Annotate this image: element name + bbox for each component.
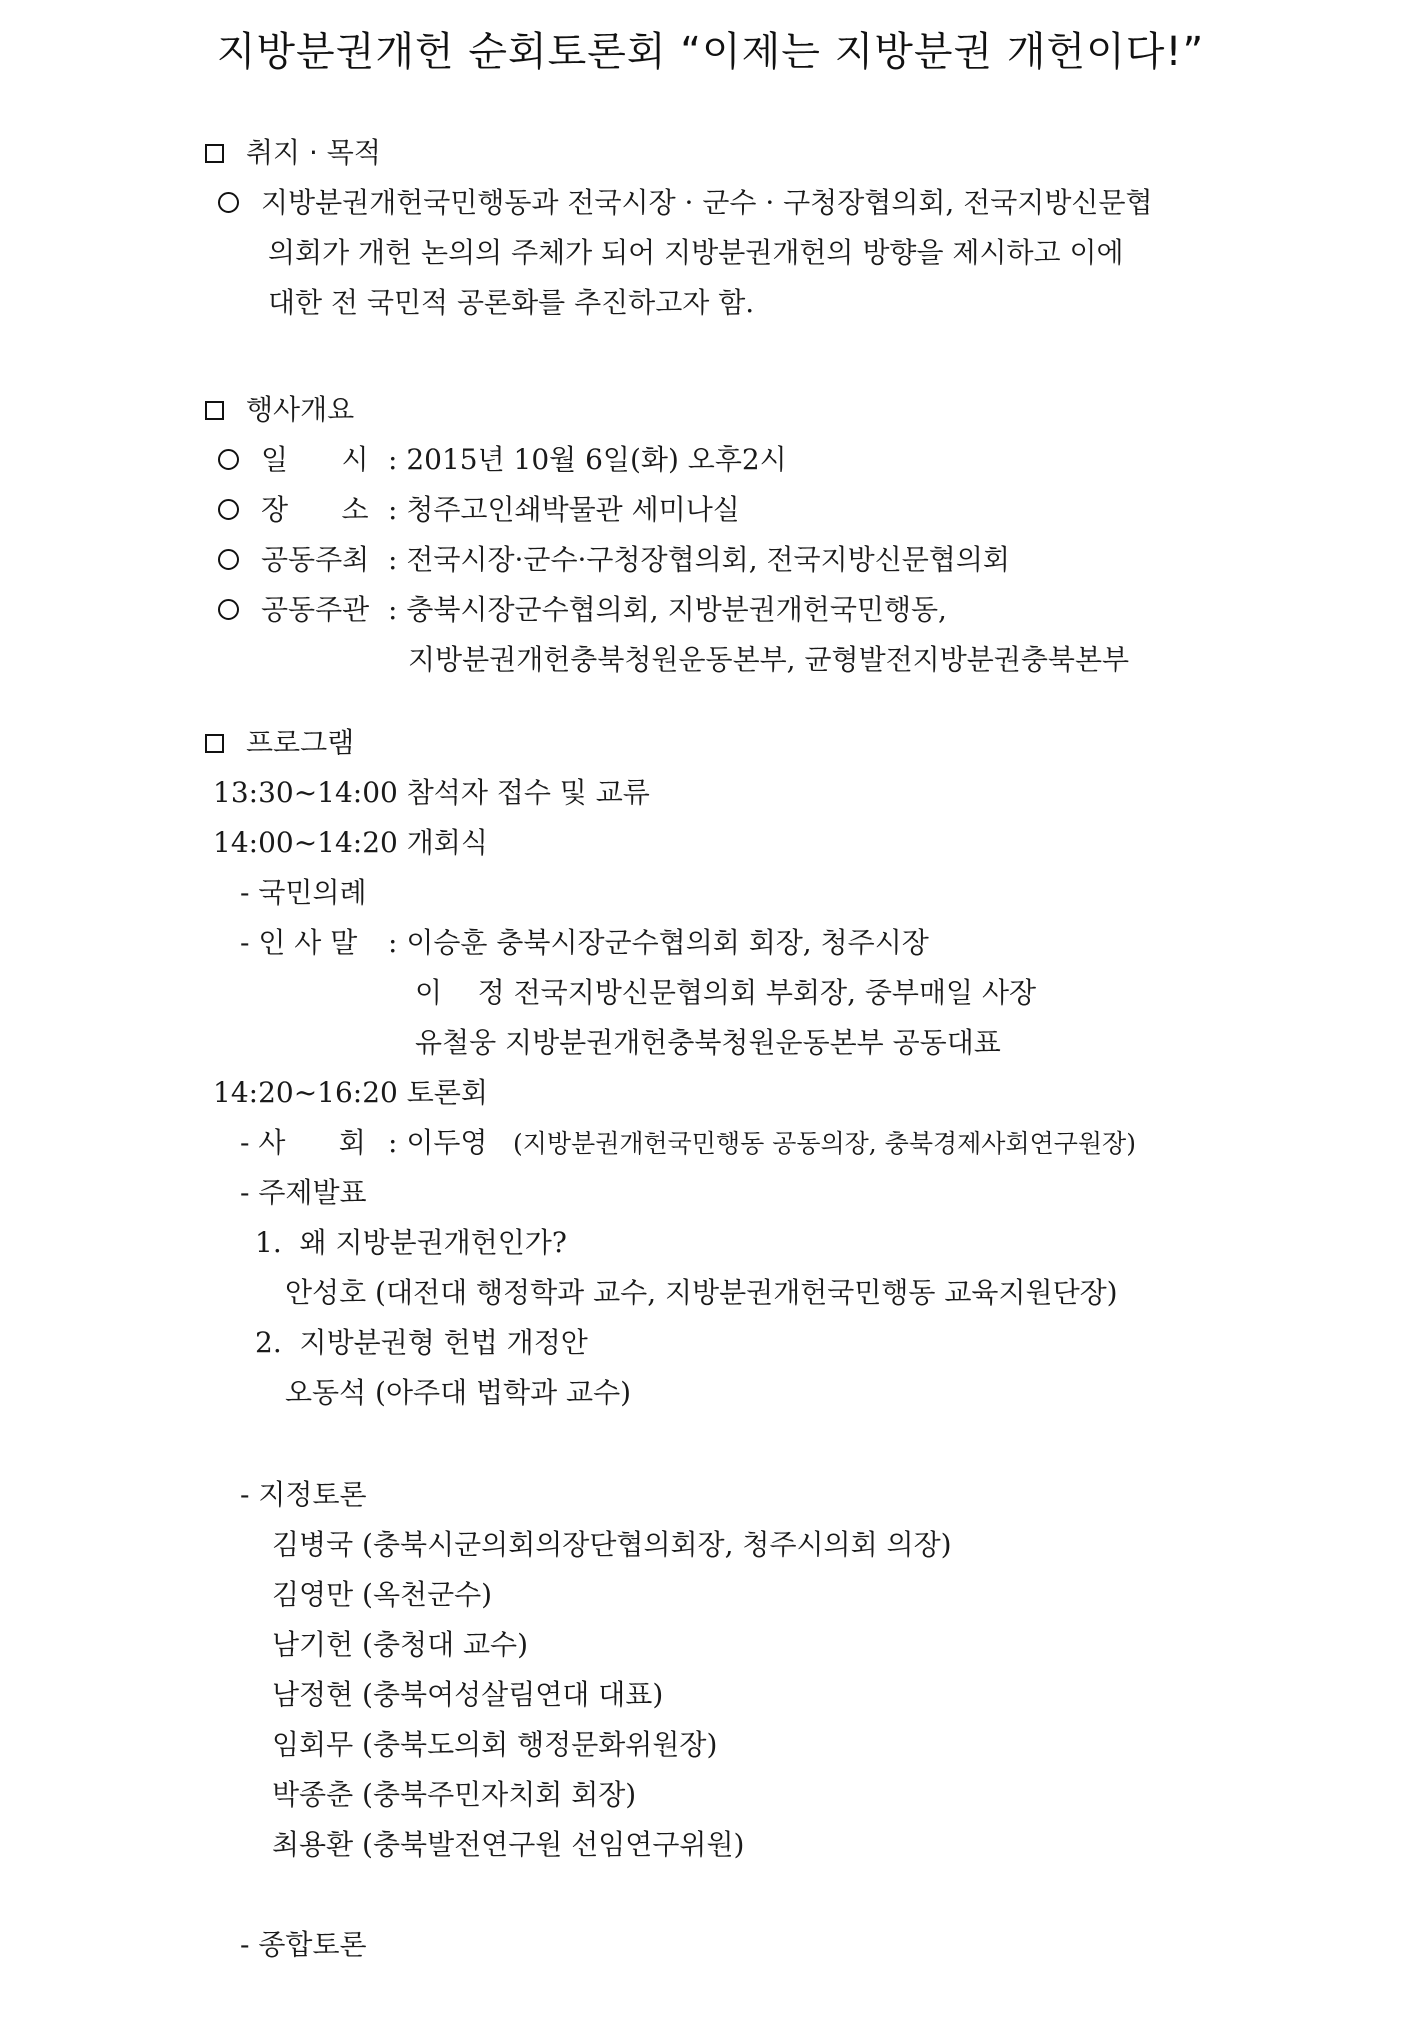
ceremony-item-anthem: - 국민의례 bbox=[240, 876, 367, 909]
square-bullet-icon bbox=[205, 734, 224, 753]
circle-bullet-icon bbox=[218, 192, 239, 213]
ceremony-greeting-2: 이 정 전국지방신문협의회 부회장, 중부매일 사장 bbox=[415, 976, 1037, 1009]
section-heading-overview bbox=[205, 393, 354, 427]
program-session-1: 13:30~14:00 참석자 접수 및 교류 bbox=[213, 776, 650, 809]
ceremony-greeting-1: : 이승훈 충북시장군수협의회 회장, 청주시장 bbox=[388, 926, 929, 959]
document-title: 지방분권개헌 순회토론회 “이제는 지방분권 개헌이다!” bbox=[216, 29, 1205, 75]
ceremony-greeting-label: - 인 사 말 bbox=[240, 926, 358, 959]
ceremony-greeting-3: 유철웅 지방분권개헌충북청원운동본부 공동대표 bbox=[415, 1026, 1001, 1059]
panelist-3: 남기헌 (충청대 교수) bbox=[272, 1628, 529, 1661]
panelist-1: 김병국 (충북시군의회의장단협의회장, 청주시의회 의장) bbox=[272, 1528, 952, 1561]
date-value: : 2015년 10월 6일(화) 오후2시 bbox=[388, 443, 787, 476]
overview-heading-text: 행사개요 bbox=[246, 393, 355, 426]
organizer-value-2: 지방분권개헌충북청원운동본부, 균형발전지방분권충북본부 bbox=[408, 643, 1130, 676]
program-session-3: 14:20~16:20 토론회 bbox=[213, 1076, 488, 1109]
program-session-2: 14:00~14:20 개회식 bbox=[213, 826, 488, 859]
purpose-line-3: 대한 전 국민적 공론화를 추진하고자 함. bbox=[268, 286, 755, 319]
forum-topic-2: 2. 지방분권형 헌법 개정안 bbox=[255, 1326, 588, 1359]
forum-general-discussion: - 종합토론 bbox=[240, 1928, 367, 1961]
forum-topic-1: 1. 왜 지방분권개헌인가? bbox=[255, 1226, 567, 1259]
panelist-4: 남정현 (충북여성살림연대 대표) bbox=[272, 1678, 664, 1711]
overview-host bbox=[218, 543, 369, 577]
panelist-2: 김영만 (옥천군수) bbox=[272, 1578, 493, 1611]
circle-bullet-icon bbox=[218, 599, 239, 620]
panelist-7: 최용환 (충북발전연구원 선임연구위원) bbox=[272, 1828, 745, 1861]
section-heading-program bbox=[205, 726, 354, 760]
circle-bullet-icon bbox=[218, 549, 239, 570]
date-label: 일 시 bbox=[261, 443, 369, 476]
place-label: 장 소 bbox=[261, 493, 369, 526]
forum-mc-name: : 이두영 bbox=[388, 1126, 488, 1159]
purpose-heading-text: 취지 · 목적 bbox=[246, 136, 381, 169]
program-heading-text: 프로그램 bbox=[246, 726, 355, 759]
square-bullet-icon bbox=[205, 401, 224, 420]
place-value: : 청주고인쇄박물관 세미나실 bbox=[388, 493, 740, 526]
circle-bullet-icon bbox=[218, 449, 239, 470]
purpose-line-2: 의회가 개헌 논의의 주체가 되어 지방분권개헌의 방향을 제시하고 이에 bbox=[268, 236, 1124, 269]
purpose-text-1: 지방분권개헌국민행동과 전국시장 · 군수 · 구청장협의회, 전국지방신문협 bbox=[261, 186, 1153, 219]
overview-date bbox=[218, 443, 369, 477]
forum-topic-2-presenter: 오동석 (아주대 법학과 교수) bbox=[285, 1376, 632, 1409]
organizer-label: 공동주관 bbox=[261, 593, 370, 626]
organizer-value: : 충북시장군수협의회, 지방분권개헌국민행동, bbox=[388, 593, 947, 626]
forum-mc-label: - 사 회 bbox=[240, 1126, 366, 1159]
forum-panel-heading: - 지정토론 bbox=[240, 1478, 367, 1511]
panelist-6: 박종춘 (충북주민자치회 회장) bbox=[272, 1778, 637, 1811]
forum-topic-1-presenter: 안성호 (대전대 행정학과 교수, 지방분권개헌국민행동 교육지원단장) bbox=[285, 1276, 1118, 1309]
host-value: : 전국시장·군수·구청장협의회, 전국지방신문협의회 bbox=[388, 543, 1010, 576]
forum-mc-detail: (지방분권개헌국민행동 공동의장, 충북경제사회연구원장) bbox=[513, 1129, 1136, 1158]
overview-place bbox=[218, 493, 369, 527]
purpose-line-1 bbox=[218, 186, 1153, 220]
section-heading-purpose bbox=[205, 136, 381, 170]
overview-organizer bbox=[218, 593, 369, 627]
host-label: 공동주최 bbox=[261, 543, 370, 576]
panelist-5: 임회무 (충북도의회 행정문화위원장) bbox=[272, 1728, 718, 1761]
circle-bullet-icon bbox=[218, 499, 239, 520]
square-bullet-icon bbox=[205, 144, 224, 163]
forum-topic-heading: - 주제발표 bbox=[240, 1176, 367, 1209]
